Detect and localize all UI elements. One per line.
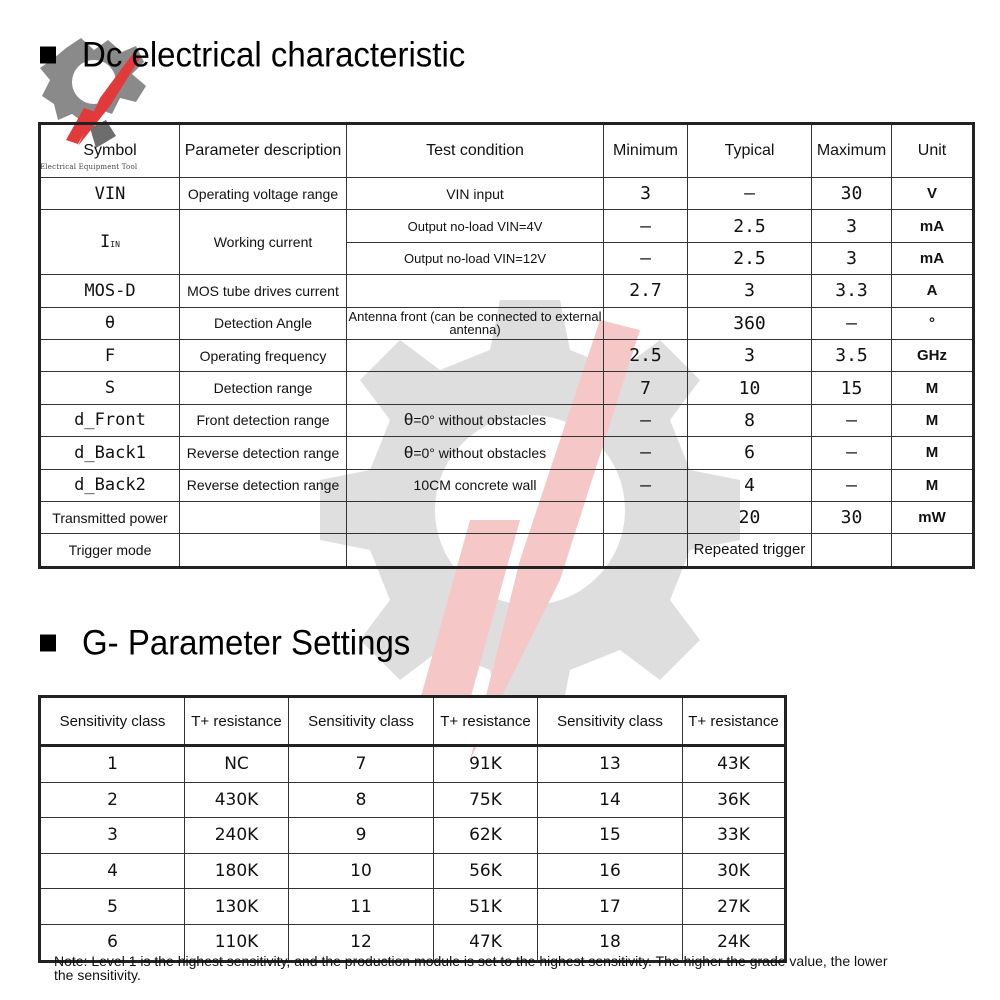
- cell-max: –: [812, 307, 892, 339]
- table-header-row: [40, 124, 974, 178]
- g-section-title: G- Parameter Settings: [82, 622, 411, 663]
- cell-max: 30: [812, 178, 892, 210]
- cell-condition: Output no-load VIN=4V: [347, 210, 604, 242]
- table-row: [40, 501, 974, 533]
- cell-typ: 8: [688, 404, 812, 436]
- header-t-plus-resistance: T+ resistance: [434, 697, 538, 746]
- cell-description: Operating voltage range: [180, 178, 347, 210]
- cell-unit: mA: [892, 242, 974, 274]
- cell-resistance: NC: [185, 746, 289, 783]
- cell-typ: 2.5: [688, 210, 812, 242]
- dc-characteristics-table: [38, 122, 975, 569]
- cell-description: [180, 501, 347, 533]
- cell-typ: –: [688, 178, 812, 210]
- cell-unit: V: [892, 178, 974, 210]
- cell-unit: M: [892, 372, 974, 404]
- table-row: [40, 339, 974, 371]
- cell-condition: [347, 501, 604, 533]
- cell-class: 17: [538, 889, 683, 925]
- cell-unit: M: [892, 469, 974, 501]
- cell-class: 3: [40, 818, 185, 854]
- cell-max: –: [812, 404, 892, 436]
- cell-class: 10: [289, 853, 434, 889]
- logo-caption: Electrical Equipment Tool: [40, 163, 138, 171]
- cell-class: 11: [289, 889, 434, 925]
- cell-min: –: [604, 404, 688, 436]
- header-unit: Unit: [892, 124, 974, 178]
- table-row: [40, 372, 974, 404]
- cell-min: –: [604, 242, 688, 274]
- cell-min: –: [604, 437, 688, 469]
- cell-symbol: d_Back2: [40, 469, 180, 501]
- table-row: [40, 889, 786, 925]
- header-symbol: Symbol: [40, 124, 180, 178]
- cell-symbol: F: [40, 339, 180, 371]
- cell-description: Reverse detection range: [180, 437, 347, 469]
- table-row: [40, 469, 974, 501]
- cell-description: MOS tube drives current: [180, 275, 347, 307]
- cell-description: Operating frequency: [180, 339, 347, 371]
- header-sensitivity-class: Sensitivity class: [289, 697, 434, 746]
- dc-section-title: Dc electrical characteristic: [82, 34, 466, 75]
- cell-condition: Antenna front (can be connected to external antenna): [347, 307, 604, 339]
- cell-typ: 6: [688, 437, 812, 469]
- table-row: [40, 178, 974, 210]
- cell-resistance: 240K: [185, 818, 289, 854]
- cell-class: 8: [289, 782, 434, 818]
- cell-max: [812, 534, 892, 567]
- cell-unit: mW: [892, 501, 974, 533]
- cell-resistance: 130K: [185, 889, 289, 925]
- header-t-plus-resistance: T+ resistance: [683, 697, 786, 746]
- cell-typ: Repeated trigger: [688, 534, 812, 567]
- cell-resistance: 56K: [434, 853, 538, 889]
- table-row: [40, 746, 786, 783]
- cell-typ: 3: [688, 339, 812, 371]
- cell-typ: 3: [688, 275, 812, 307]
- cell-description: [180, 534, 347, 567]
- cell-max: 3.3: [812, 275, 892, 307]
- cell-min: [604, 501, 688, 533]
- cell-resistance: 36K: [683, 782, 786, 818]
- symbol-subscript: IN: [110, 240, 120, 250]
- cell-resistance: 430K: [185, 782, 289, 818]
- cell-min: 2.5: [604, 339, 688, 371]
- cell-resistance: 75K: [434, 782, 538, 818]
- header-parameter-description: Parameter description: [180, 124, 347, 178]
- cell-typ: 2.5: [688, 242, 812, 274]
- cell-resistance: 51K: [434, 889, 538, 925]
- cell-symbol: Trigger mode: [40, 534, 180, 567]
- cell-symbol: Transmitted power: [40, 501, 180, 533]
- cell-max: 3.5: [812, 339, 892, 371]
- cell-max: 3: [812, 210, 892, 242]
- cell-typ: 20: [688, 501, 812, 533]
- condition-text: =0° without obstacles: [413, 412, 547, 429]
- cell-resistance: 24K: [683, 924, 786, 961]
- condition-text: =0° without obstacles: [413, 444, 547, 461]
- cell-symbol: S: [40, 372, 180, 404]
- cell-min: 7: [604, 372, 688, 404]
- cell-resistance: 43K: [683, 746, 786, 783]
- table-header-row: [40, 697, 786, 746]
- cell-condition: [347, 404, 604, 436]
- cell-description: Detection Angle: [180, 307, 347, 339]
- heading-bullet-icon: [40, 635, 56, 652]
- cell-min: [604, 534, 688, 567]
- table-row: [40, 782, 786, 818]
- table-row: [40, 275, 974, 307]
- dc-section-heading: [40, 35, 465, 75]
- header-sensitivity-class: Sensitivity class: [40, 697, 185, 746]
- g-section-heading: [40, 623, 410, 663]
- cell-description: Front detection range: [180, 404, 347, 436]
- cell-min: –: [604, 210, 688, 242]
- cell-class: 1: [40, 746, 185, 783]
- cell-unit: M: [892, 404, 974, 436]
- cell-max: 3: [812, 242, 892, 274]
- cell-description: Working current: [180, 210, 347, 275]
- table-row: [40, 534, 974, 567]
- cell-condition: [347, 339, 604, 371]
- symbol-main: I: [100, 232, 111, 253]
- cell-condition: Output no-load VIN=12V: [347, 242, 604, 274]
- cell-condition: VIN input: [347, 178, 604, 210]
- cell-symbol: θ: [40, 307, 180, 339]
- g-parameter-table: [38, 695, 787, 963]
- cell-description: Detection range: [180, 372, 347, 404]
- table-row: [40, 437, 974, 469]
- theta-symbol: θ: [403, 442, 414, 462]
- table-row: [40, 404, 974, 436]
- cell-condition: [347, 534, 604, 567]
- cell-min: 2.7: [604, 275, 688, 307]
- cell-symbol: d_Back1: [40, 437, 180, 469]
- cell-class: 18: [538, 924, 683, 961]
- cell-symbol: d_Front: [40, 404, 180, 436]
- cell-resistance: 30K: [683, 853, 786, 889]
- cell-class: 15: [538, 818, 683, 854]
- cell-unit: A: [892, 275, 974, 307]
- cell-unit: mA: [892, 210, 974, 242]
- cell-resistance: 62K: [434, 818, 538, 854]
- cell-resistance: 47K: [434, 924, 538, 961]
- header-t-plus-resistance: T+ resistance: [185, 697, 289, 746]
- cell-symbol: MOS-D: [40, 275, 180, 307]
- cell-resistance: 33K: [683, 818, 786, 854]
- cell-typ: 10: [688, 372, 812, 404]
- cell-class: 16: [538, 853, 683, 889]
- cell-typ: 360: [688, 307, 812, 339]
- table-row: [40, 853, 786, 889]
- cell-class: 7: [289, 746, 434, 783]
- table-row: [40, 818, 786, 854]
- cell-max: –: [812, 437, 892, 469]
- cell-condition: 10CM concrete wall: [347, 469, 604, 501]
- cell-max: 15: [812, 372, 892, 404]
- cell-class: 6: [40, 924, 185, 961]
- cell-unit: GHz: [892, 339, 974, 371]
- table-row: [40, 210, 974, 242]
- cell-description: Reverse detection range: [180, 469, 347, 501]
- cell-condition: [347, 372, 604, 404]
- cell-unit: [892, 534, 974, 567]
- theta-symbol: θ: [403, 410, 414, 430]
- cell-resistance: 110K: [185, 924, 289, 961]
- header-test-condition: Test condition: [347, 124, 604, 178]
- cell-class: 2: [40, 782, 185, 818]
- table-row: [40, 307, 974, 339]
- cell-condition: [347, 275, 604, 307]
- cell-condition: [347, 437, 604, 469]
- cell-class: 5: [40, 889, 185, 925]
- cell-symbol: [40, 210, 180, 275]
- cell-unit: M: [892, 437, 974, 469]
- cell-class: 12: [289, 924, 434, 961]
- cell-min: –: [604, 469, 688, 501]
- header-typical: Typical: [688, 124, 812, 178]
- header-maximum: Maximum: [812, 124, 892, 178]
- cell-resistance: 91K: [434, 746, 538, 783]
- cell-class: 14: [538, 782, 683, 818]
- footnote: Note: Level 1 is the highest sensitivity, and the production module is set to the highest sensitivity. The higher the grade value, the lower the sensitivity.: [54, 953, 888, 983]
- header-minimum: Minimum: [604, 124, 688, 178]
- cell-typ: 4: [688, 469, 812, 501]
- cell-resistance: 27K: [683, 889, 786, 925]
- cell-max: –: [812, 469, 892, 501]
- cell-resistance: 180K: [185, 853, 289, 889]
- cell-min: 3: [604, 178, 688, 210]
- cell-class: 13: [538, 746, 683, 783]
- cell-unit: °: [892, 307, 974, 339]
- header-sensitivity-class: Sensitivity class: [538, 697, 683, 746]
- cell-min: [604, 307, 688, 339]
- cell-max: 30: [812, 501, 892, 533]
- cell-symbol: VIN: [40, 178, 180, 210]
- heading-bullet-icon: [40, 47, 56, 64]
- cell-class: 9: [289, 818, 434, 854]
- cell-class: 4: [40, 853, 185, 889]
